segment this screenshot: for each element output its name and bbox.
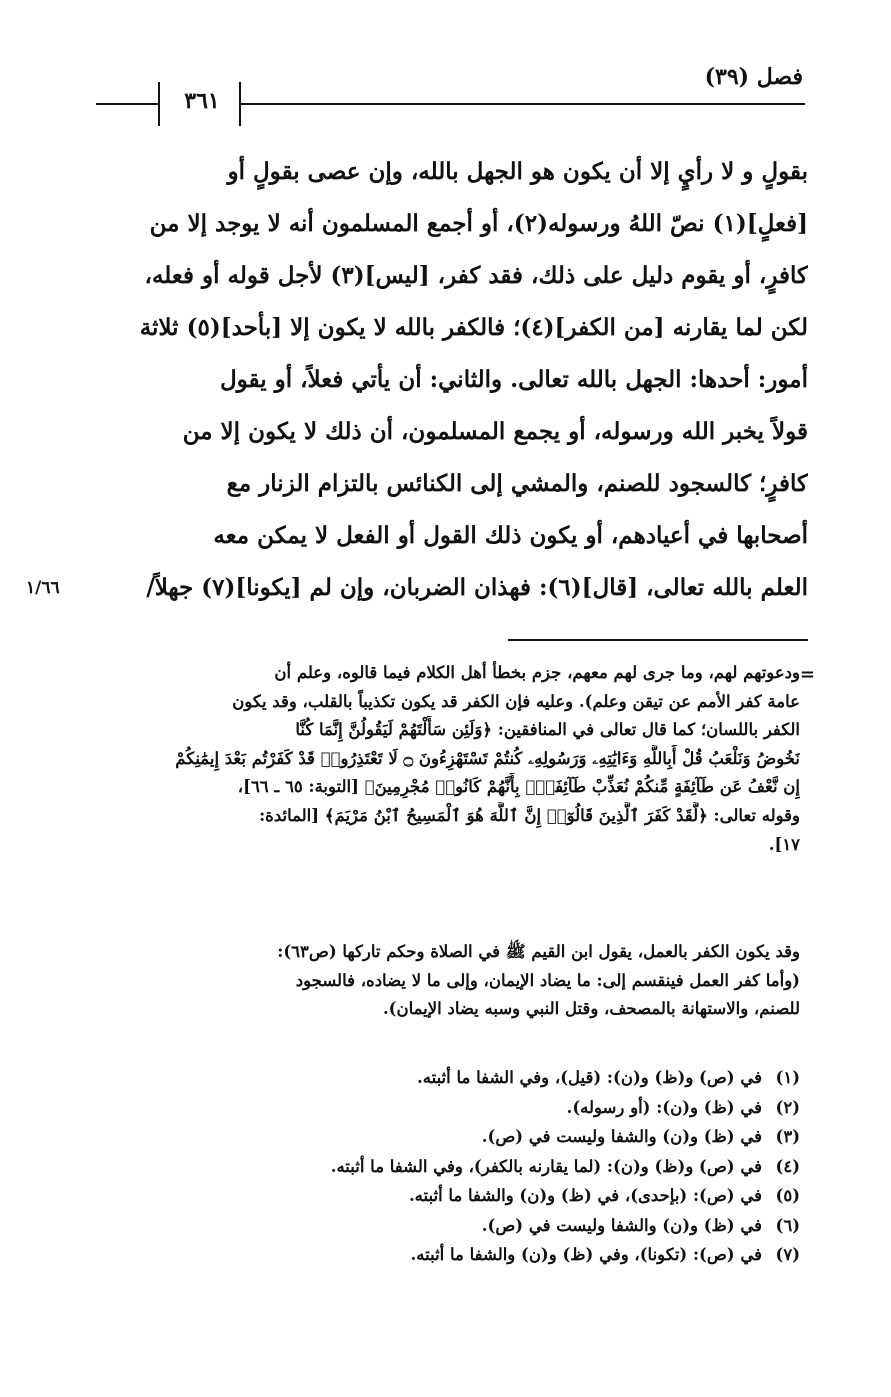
manuscript-folio-ref: ١/٦٦ [26,578,60,598]
note-number: (٦) [775,1215,800,1235]
note-text: في (ص): (بإحدى)، في (ظ) و(ن) والشفا ما أثبته. [408,1186,762,1205]
note-number: (٥) [775,1186,800,1205]
note-item [88,1152,800,1182]
footnote-continuation-marker: = [799,664,815,685]
footnote-continued [88,659,800,859]
header-rule-long [240,103,805,105]
footnote-line: للصنم، والاستهانة بالمصحف، وقتل النبي وسبه يضاد الإيمان). [382,999,800,1019]
footnote-line: عامة كفر الأمم عن تيقن وعلم). وعليه فإن الكفر قد يكون تكذيباً بالقلب، وقد يكون [232,691,800,711]
text-line: كافرٍ؛ كالسجود للصنم، والمشي إلى الكنائس بالتزام الزنار مع [226,470,808,497]
header-rule-short [96,103,158,105]
text-line: العلم بالله تعالى، [قال](٦): فهذان الضربان، وإن لم [يكونا](٧) جهلاً/ [146,574,808,601]
text-line: [فعلٍ](١) نصّ اللهُ ورسوله(٢)، أو أجمع المسلمون أنه لا يوجد إلا من [149,210,808,237]
note-number: (٢) [775,1097,800,1117]
text-line: بقولٍ و لا رأيٍ إلا أن يكون هو الجهل بالله، وإن عصى بقولٍ أو [227,158,808,185]
text-line: أمور: أحدها: الجهل بالله تعالى. والثاني: أن يأتي فعلاً، أو يقول [219,366,808,393]
footnote-line: ١٧]. [768,834,800,854]
footnote-line: ودعوتهم لهم، وما جرى لهم معهم، جزم بخطأ أهل الكلام فيما قالوه، وعلم أن [274,663,800,682]
variant-notes [88,1063,800,1270]
main-text [88,146,808,614]
note-text: في (ص) و(ظ) و(ن): (قيل)، وفي الشفا ما أثبته. [417,1068,762,1087]
footnote-line: وقوله تعالى: ﴿لَّقَدْ كَفَرَ ٱلَّذِينَ قَالُوٓا۟ إِنَّ ٱللَّهَ هُوَ ٱلْمَسِيحُ ٱبْنُ مَرْيَمَ﴾ [المائدة: [259,805,800,825]
note-item [88,1063,800,1093]
footnote-line: (وأما كفر العمل فينقسم إلى: ما يضاد الإيمان، وإلى ما لا يضاده، فالسجود [295,970,800,990]
note-number: (٧) [775,1245,800,1264]
text-line: قولاً يخبر الله ورسوله، أو يجمع المسلمون، أن ذلك لا يكون إلا من [182,418,808,445]
note-text: في (ص): (تكونا)، وفي (ظ) و(ن) والشفا ما أثبته. [410,1245,762,1264]
note-item [88,1240,800,1270]
note-item [88,1093,800,1123]
note-text: في (ظ) و(ن): (أو رسوله). [566,1097,762,1117]
chapter-heading: فصل (٣٩) [704,64,803,90]
note-text: في (ظ) و(ن) والشفا وليست في (ص). [481,1215,762,1235]
note-item [88,1211,800,1241]
note-text: في (ص) و(ظ) و(ن): (لما يقارنه بالكفر)، وفي الشفا ما أثبته. [330,1156,762,1176]
note-number: (٤) [775,1156,800,1176]
text-line: أصحابها في أعيادهم، أو يكون ذلك القول أو الفعل لا يمكن معه [213,522,808,549]
page-number: ٣٦١ [184,88,220,114]
note-text: في (ظ) و(ن) والشفا وليست في (ص). [481,1127,762,1146]
footnote-line: وقد يكون الكفر بالعمل، يقول ابن القيم ﷺ في الصلاة وحكم تاركها (ص٦٣): [277,942,800,961]
text-line: لكن لما يقارنه [من الكفر](٤)؛ فالكفر بالله لا يكون إلا [بأحد](٥) ثلاثة [139,314,808,341]
footnote-quote [88,938,800,1024]
note-item [88,1181,800,1211]
footnote-line: إِن نَّعْفُ عَن طَآئِفَةٍ مِّنكُمْ نُعَذِّبْ طَآئِفَةًۢ بِأَنَّهُمْ كَانُوا۟ مُجْرِمِينَ﴾ [التوبة: ٦٥ ـ ٦٦]، [237,777,800,797]
header-divider-left [158,82,160,126]
note-item [88,1122,800,1152]
note-number: (٣) [775,1127,800,1146]
text-line: كافرٍ، أو يقوم دليل على ذلك، فقد كفر، [ليس](٣) لأجل قوله أو فعله، [144,262,808,289]
footnote-line: نَخُوضُ وَنَلْعَبُ قُلْ أَبِاللَّهِ وَءَايَٰتِهِۦ وَرَسُولِهِۦ كُنتُمْ تَسْتَهْزِءُونَ ۝ لَا تَعْتَذِرُوا۟ قَدْ كَفَرْتُم بَعْدَ إِيمَٰنِكُمْ [175,748,800,768]
note-number: (١) [775,1068,800,1087]
footnote-separator [508,639,808,641]
footnote-line: الكفر باللسان؛ كما قال تعالى في المنافقين: ﴿وَلَئِن سَأَلْتَهُمْ لَيَقُولُنَّ إِنَّمَا كُنَّا [295,720,800,740]
